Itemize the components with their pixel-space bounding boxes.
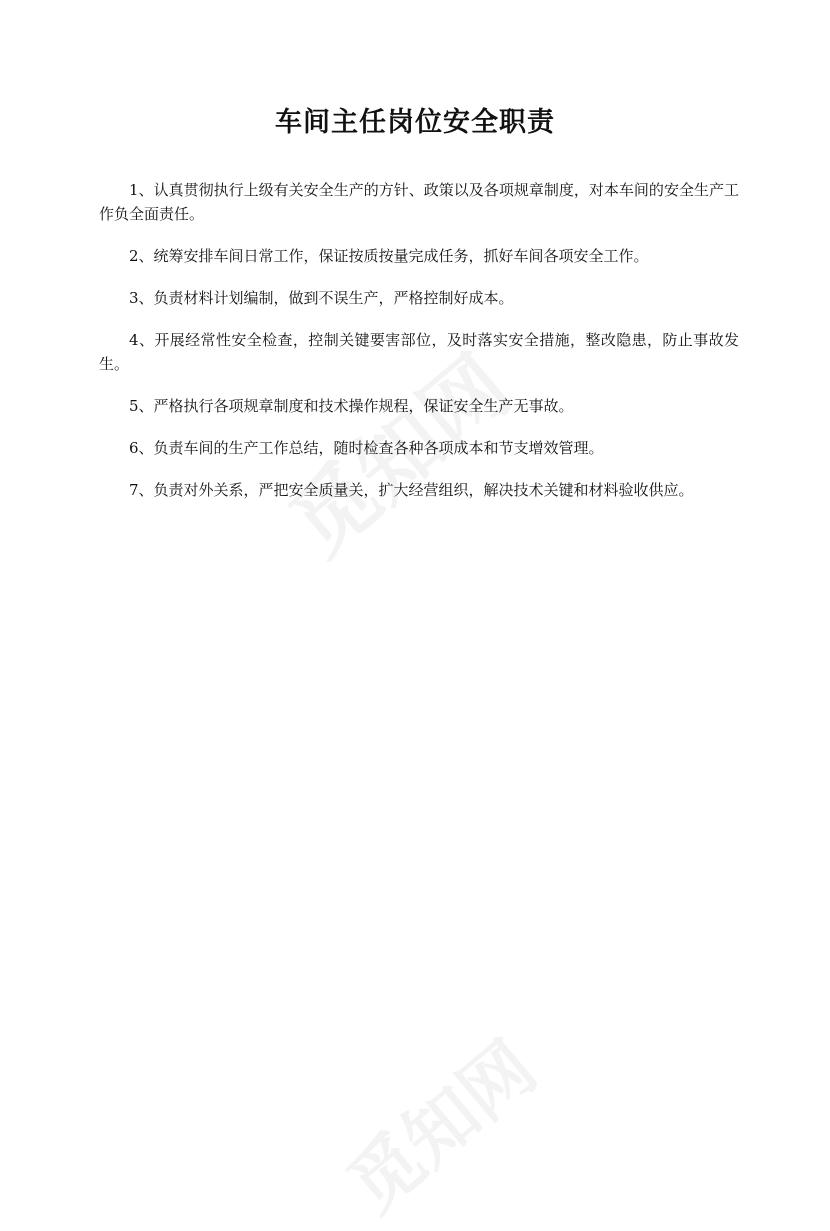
page-title: 车间主任岗位安全职责 <box>275 107 555 138</box>
watermark-bottom <box>322 1013 554 1231</box>
paragraph-4: 4、开展经常性安全检查，控制关键要害部位，及时落实安全措施，整改隐患，防止事故发生。 <box>99 331 739 373</box>
paragraph-5: 5、严格执行各项规章制度和技术操作规程，保证安全生产无事故。 <box>129 397 574 415</box>
document-body <box>99 178 739 520</box>
paragraph-1: 1、认真贯彻执行上级有关安全生产的方针、政策以及各项规章制度，对本车间的安全生产工作负全面责任。 <box>99 181 739 223</box>
paragraph-2: 2、统筹安排车间日常工作，保证按质按量完成任务，抓好车间各项安全工作。 <box>129 247 649 265</box>
paragraph-3: 3、负责材料计划编制，做到不误生产，严格控制好成本。 <box>129 289 514 307</box>
paragraph-6: 6、负责车间的生产工作总结，随时检查各种各项成本和节支增效管理。 <box>129 439 604 457</box>
paragraph-7: 7、负责对外关系，严把安全质量关，扩大经营组织，解决技术关键和材料验收供应。 <box>129 481 694 499</box>
